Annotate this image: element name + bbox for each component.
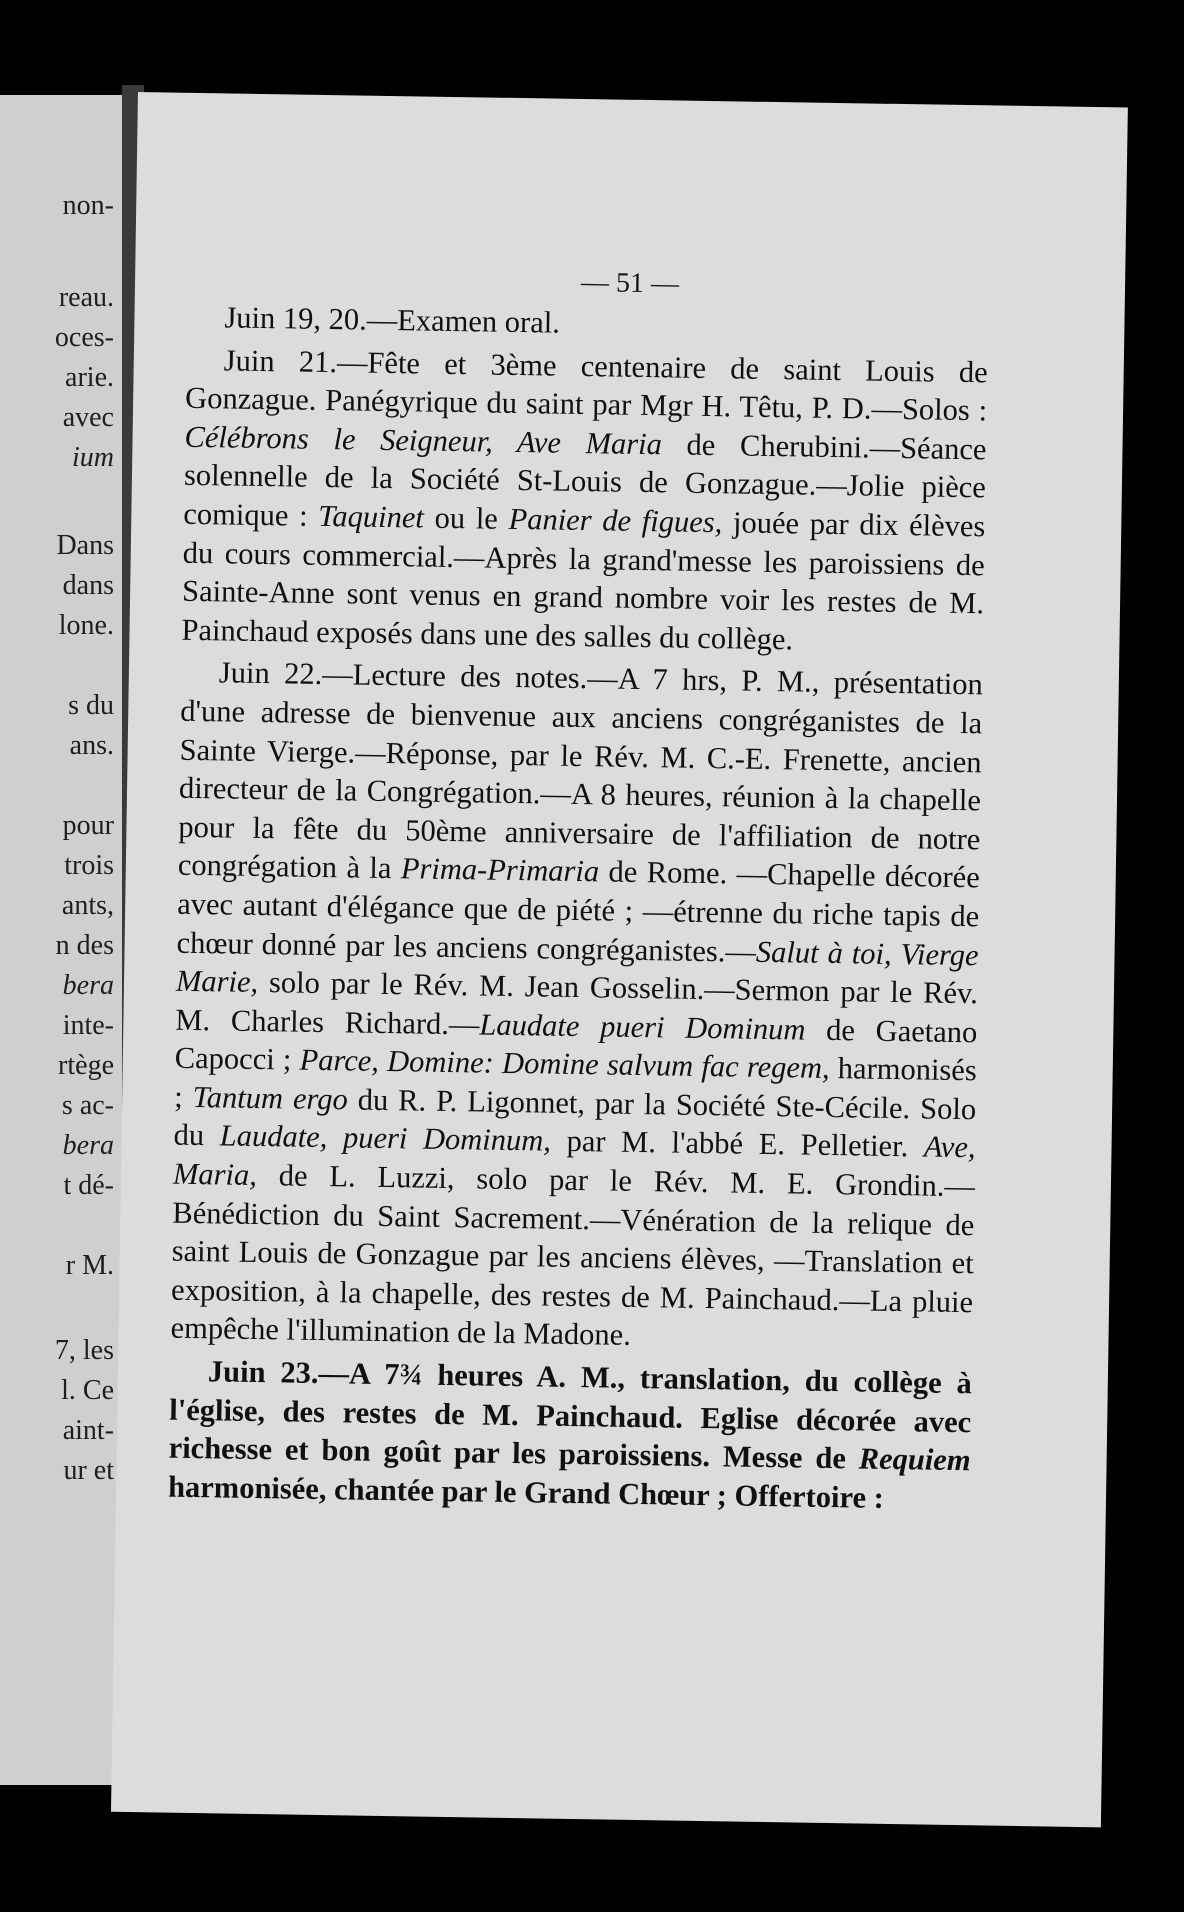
facing-page-fragment: ants,	[61, 890, 114, 921]
facing-page-fragment: n des	[55, 930, 114, 961]
page-body	[168, 298, 989, 1523]
facing-page-fragment: reau.	[58, 282, 114, 313]
facing-page-fragment: bera	[62, 1130, 114, 1161]
facing-page-fragment: arie.	[65, 362, 114, 393]
facing-page-fragment: s ac-	[61, 1090, 114, 1121]
facing-page-fragment: l. Ce	[61, 1375, 114, 1406]
facing-page-fragment: rtège	[58, 1050, 114, 1081]
entry-june-22: Juin 22.—Lecture des notes.—A 7 hrs, P. M., présentation d'une adresse de bienvenue aux anciens congréganistes de la Sainte Vierge.—Réponse, par le Rév. M. C.-E. Frenette, ancien directeur de la Congrégation.—A 8 heures, réunion à la chapelle pour la fête du 50ème anniversaire de l'affiliation de notre congrégation à la Prima-Primaria de Rome. —Chapelle décorée avec autant d'élégance que de piété ; —étrenne du riche tapis de chœur donné par les anciens congréganistes.—Salut à toi, Vierge Marie, solo par le Rév. M. Jean Gosselin.—Sermon par le Rév. M. Charles Richard.—Laudate pueri Dominum de Gaetano Capocci ; Parce, Domine: Domine salvum fac regem, harmonisés ; Tantum ergo du R. P. Ligonnet, par la Société Ste-Cécile. Solo du Laudate, pueri Dominum, par M. l'abbé E. Pelletier. Ave, Maria, de L. Luzzi, solo par le Rév. M. E. Grondin.—Bénédiction du Saint Sacrement.—Vénération de la relique de saint Louis de Gonzague par les anciens élèves, —Translation et exposition, à la chapelle, des restes de M. Painchaud.—La pluie empêche l'illumination de la Madone.	[170, 655, 984, 1353]
facing-page-fragment: r M.	[65, 1250, 114, 1281]
facing-page-fragment: ans.	[69, 730, 114, 761]
entry-june-21: Juin 21.—Fête et 3ème centenaire de saint Louis de Gonzague. Panégyrique du saint par Mgr H. Têtu, P. D.—Solos : Célébrons le Seigneur, Ave Maria de Cherubini.—Séance solennelle de la Société St-Louis de Gonzague.—Jolie pièce comique : Taquinet ou le Panier de figues, jouée par dix élèves du cours commercial.—Après la grand'messe les paroissiens de Sainte-Anne sont venus en grand nombre voir les restes de M. Painchaud exposés dans une des salles du collège.	[181, 342, 988, 657]
entry-june-23: Juin 23.—A 7¾ heures A. M., translation, du collège à l'église, des restes de M. Painchaud. Eglise décorée avec richesse et bon goût par les paroissiens. Messe de Requiem harmonisée, chantée par le Grand Chœur ; Offertoire :	[167, 1354, 973, 1515]
facing-page-fragment: Dans	[56, 530, 114, 561]
facing-page-fragment: ium	[72, 442, 114, 473]
facing-page-fragment: avec	[62, 402, 114, 433]
facing-page-fragment: trois	[64, 850, 114, 881]
book-page	[111, 92, 1128, 1827]
facing-page-fragment: t dé-	[63, 1170, 114, 1201]
facing-page-fragment: oces-	[54, 322, 114, 353]
page-number: — 51 —	[580, 266, 680, 300]
facing-page-fragment: pour	[62, 810, 114, 841]
facing-page	[0, 95, 122, 1785]
facing-page-fragment: non-	[62, 190, 114, 221]
facing-page-fragment: aint-	[62, 1415, 114, 1446]
facing-page-fragment: ur et	[63, 1455, 114, 1486]
facing-page-fragment: 7, les	[54, 1335, 114, 1366]
entry-june-19-20: Juin 19, 20.—Examen oral.	[224, 300, 561, 340]
facing-page-fragment: bera	[62, 970, 114, 1001]
facing-page-fragment: s du	[68, 690, 114, 721]
facing-page-fragment: lone.	[58, 610, 114, 641]
facing-page-fragment: inte-	[62, 1010, 114, 1041]
facing-page-fragment: dans	[62, 570, 114, 601]
